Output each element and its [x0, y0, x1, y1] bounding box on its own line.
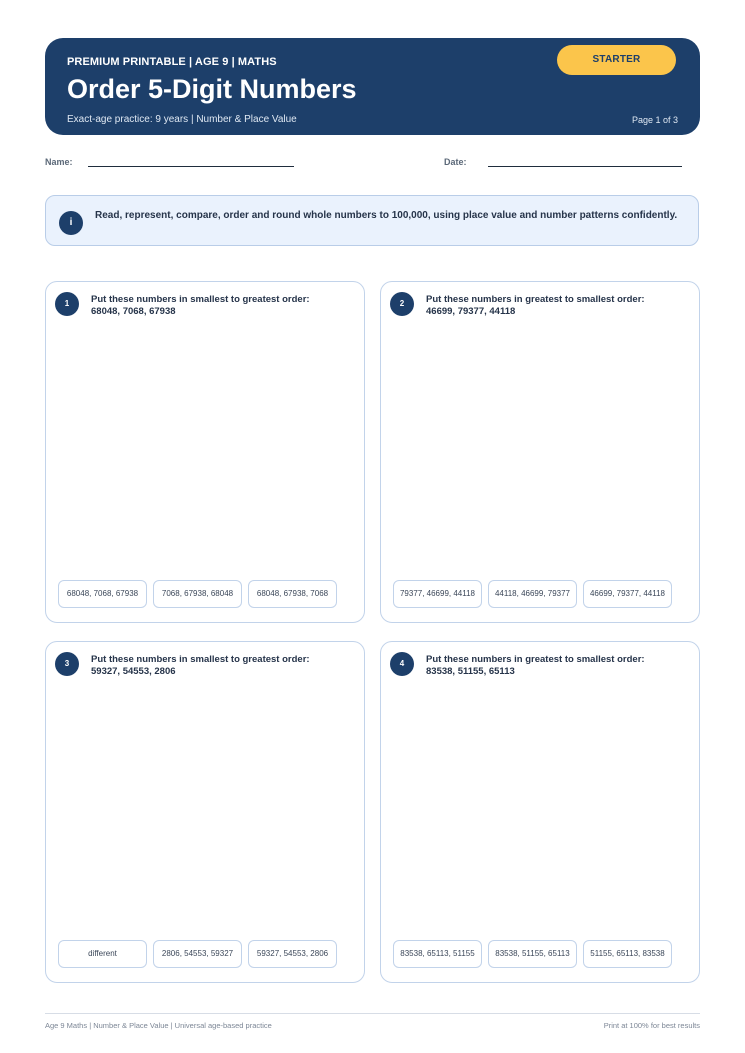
question-card-4 [380, 641, 700, 983]
answer-option[interactable]: 79377, 46699, 44118 [393, 580, 482, 608]
question-prompt [426, 294, 691, 318]
prompt-text: Put these numbers in smallest to greatest order: [91, 294, 310, 305]
prompt-numbers: 59327, 54553, 2806 [91, 666, 176, 677]
answer-option[interactable]: 68048, 7068, 67938 [58, 580, 147, 608]
answer-option[interactable]: 59327, 54553, 2806 [248, 940, 337, 968]
date-field[interactable] [488, 166, 682, 167]
answer-option[interactable]: 46699, 79377, 44118 [583, 580, 672, 608]
footer-text: Age 9 Maths | Number & Place Value | Universal age-based practice [45, 1021, 272, 1030]
question-card-1 [45, 281, 365, 623]
question-prompt [91, 654, 356, 678]
name-field[interactable] [88, 166, 294, 167]
question-prompt [91, 294, 356, 318]
prompt-text: Put these numbers in greatest to smallest order: [426, 294, 645, 305]
question-number: 1 [55, 292, 79, 316]
question-prompt [426, 654, 691, 678]
question-card-2 [380, 281, 700, 623]
question-number: 4 [390, 652, 414, 676]
info-icon: i [59, 211, 83, 235]
answer-option[interactable]: 7068, 67938, 68048 [153, 580, 242, 608]
answer-option[interactable]: 51155, 65113, 83538 [583, 940, 672, 968]
answer-options [393, 580, 672, 608]
answer-options [393, 940, 672, 968]
answer-options [58, 580, 337, 608]
question-number: 2 [390, 292, 414, 316]
prompt-text: Put these numbers in greatest to smallest order: [426, 654, 645, 665]
footer-divider [45, 1013, 700, 1014]
question-number: 3 [55, 652, 79, 676]
prompt-numbers: 83538, 51155, 65113 [426, 666, 515, 677]
answer-option[interactable]: 83538, 51155, 65113 [488, 940, 577, 968]
answer-option[interactable]: 44118, 46699, 79377 [488, 580, 577, 608]
question-card-3 [45, 641, 365, 983]
answer-option[interactable]: 83538, 65113, 51155 [393, 940, 482, 968]
page-title: Order 5-Digit Numbers [67, 74, 357, 104]
answer-options [58, 940, 337, 968]
page-indicator: Page 1 of 3 [631, 115, 678, 125]
prompt-numbers: 46699, 79377, 44118 [426, 306, 516, 317]
footer-print-note: Print at 100% for best results [603, 1021, 700, 1030]
level-badge: STARTER [557, 45, 676, 75]
header-kicker: PREMIUM PRINTABLE | AGE 9 | MATHS [67, 56, 277, 68]
prompt-numbers: 68048, 7068, 67938 [91, 306, 176, 317]
name-label: Name: [45, 157, 73, 167]
answer-option[interactable]: different [58, 940, 147, 968]
answer-option[interactable]: 68048, 67938, 7068 [248, 580, 337, 608]
date-label: Date: [444, 157, 467, 167]
worksheet-header [45, 38, 700, 135]
header-subtitle: Exact-age practice: 9 years | Number & Place Value [67, 114, 297, 125]
info-banner [45, 195, 699, 246]
info-text: Read, represent, compare, order and round whole numbers to 100,000, using place value and number patterns confidently. [95, 210, 678, 221]
prompt-text: Put these numbers in smallest to greatest order: [91, 654, 310, 665]
answer-option[interactable]: 2806, 54553, 59327 [153, 940, 242, 968]
